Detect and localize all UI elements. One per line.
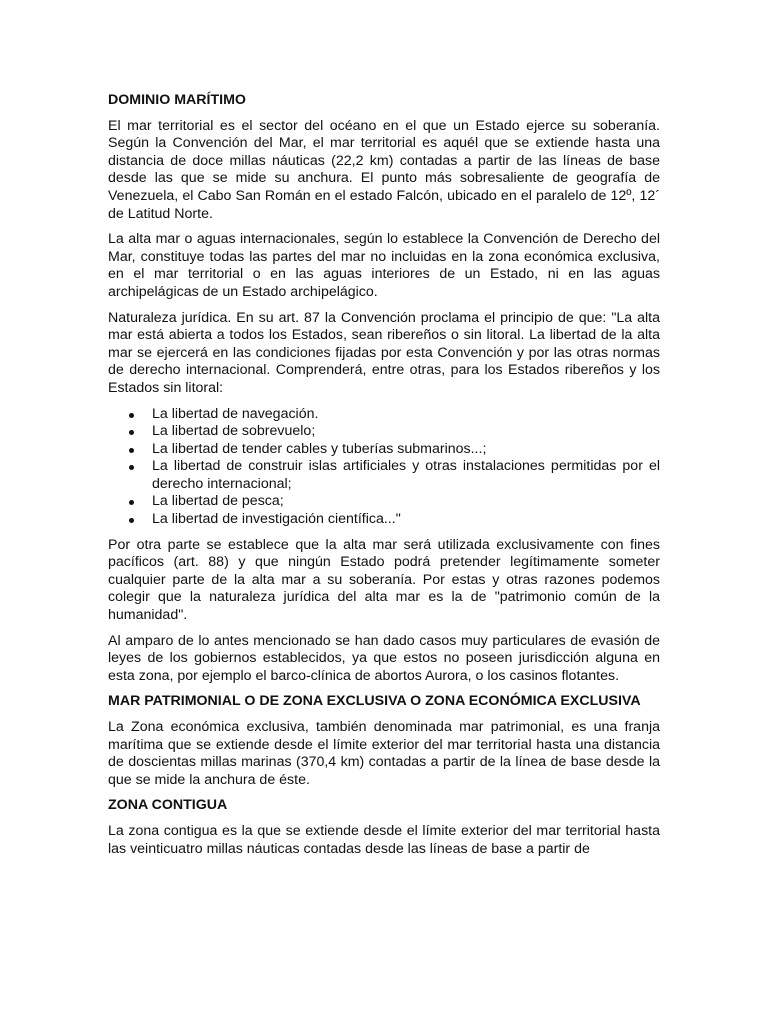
document-page [108,92,660,866]
bullet-icon [129,430,134,435]
list-item [108,441,660,459]
list-item [108,511,660,529]
bullet-icon [129,518,134,523]
paragraph-naturaleza-juridica: Naturaleza jurídica. En su art. 87 la Convención proclama el principio de que: "La alta mar está abierta a todos los Estados, sean ribereños o sin litoral. La libertad de la alta mar se ejercerá en las condiciones fijadas por esta Convención y por las otras normas de derecho internacional. Comprenderá, entre otras, para los Estados ribereños y los Estados sin litoral: [108,309,660,396]
bullet-icon [129,448,134,453]
list-item-text: La libertad de tender cables y tuberías submarinos...; [152,440,487,457]
paragraph-zona-economica: La Zona económica exclusiva, también denominada mar patrimonial, es una franja marítima que se extiende desde el límite exterior del mar territorial hasta una distancia de doscientas millas marinas (370,4 km) contadas a partir de la línea de base desde la que se mide la anchura de éste. [108,719,660,788]
list-item-text: La libertad de construir islas artificiales y otras instalaciones permitidas por el derecho internacional; [152,458,660,492]
section-heading-zona-contigua: ZONA CONTIGUA [108,797,228,814]
list-item-text: La libertad de pesca; [152,493,284,510]
paragraph-fines-pacificos: Por otra parte se establece que la alta mar será utilizada exclusivamente con fines pacíficos (art. 88) y que ningún Estado podrá pretender legítimamente someter cualquier parte de la alta mar a su soberanía. Por estas y otras razones podemos colegir que la naturaleza jurídica del alta mar es la de "patrimonio común de la humanidad". [108,536,660,624]
freedoms-list [108,406,660,529]
list-item-text: La libertad de sobrevuelo; [152,423,316,440]
paragraph-evasion-leyes: Al amparo de lo antes mencionado se han dado casos muy particulares de evasión de leyes de los gobiernos establecidos, ya que estos no poseen jurisdicción alguna en esta zona, por ejemplo el barco-clínica de abortos Aurora, o los casinos flotantes. [108,632,660,684]
bullet-icon [129,500,134,505]
list-item [108,406,660,424]
list-item [108,493,660,511]
paragraph-mar-territorial: El mar territorial es el sector del océano en el que un Estado ejerce su soberanía. Según la Convención del Mar, el mar territorial es aquél que se extiende hasta una distancia de doce millas náuticas (22,2 km) contadas a partir de las líneas de base desde las que se mide su anchura. El punto más sobresaliente de geografía de Venezuela, el Cabo San Román en el estado Falcón, ubicado en el paralelo de 12º, 12´ de Latitud Norte. [108,117,660,222]
list-item [108,458,660,493]
bullet-icon [129,465,134,470]
list-item [108,423,660,441]
paragraph-alta-mar: La alta mar o aguas internacionales, según lo establece la Convención de Derecho del Mar, constituye todas las partes del mar no incluidas en la zona económica exclusiva, en el mar territorial o en las aguas interiores de un Estado, ni en las aguas archipelágicas de un Estado archipelágico. [108,231,660,300]
paragraph-zona-contigua: La zona contigua es la que se extiende desde el límite exterior del mar territorial hasta las veinticuatro millas náuticas contadas desde las líneas de base a partir de [108,822,660,857]
section-heading-mar-patrimonial: MAR PATRIMONIAL O DE ZONA EXCLUSIVA O ZONA ECONÓMICA EXCLUSIVA [108,693,641,710]
list-item-text: La libertad de navegación. [152,405,319,422]
list-item-text: La libertad de investigación científica..." [152,511,401,528]
bullet-icon [129,413,134,418]
section-heading-dominio-maritimo: DOMINIO MARÍTIMO [108,92,246,108]
